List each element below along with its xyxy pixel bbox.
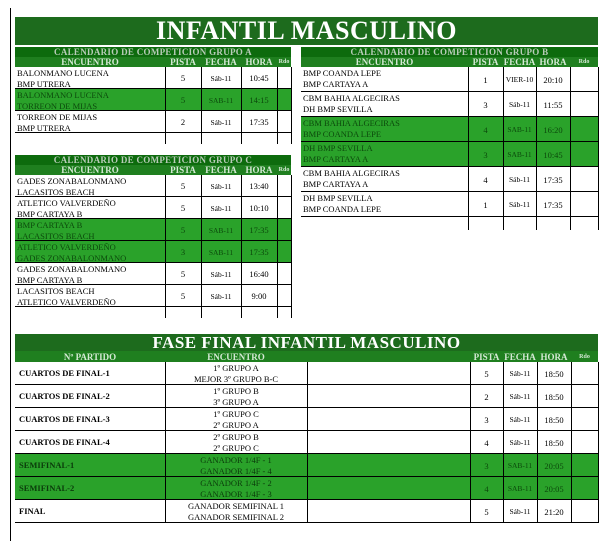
team-away: LACASITOS BEACH: [17, 231, 95, 241]
team-home: CBM BAHIA ALGECIRAS: [303, 93, 400, 103]
team-away: GANADOR 1/4F - 3: [200, 489, 272, 499]
match-row: [15, 175, 291, 197]
partido-name: SEMIFINAL-2: [19, 483, 75, 493]
group-c-header: [15, 165, 291, 175]
team-away: 2º GRUPO C: [213, 443, 259, 453]
col-encuentro: ENCUENTRO: [355, 57, 414, 67]
fecha-value: SAB-11: [208, 95, 234, 105]
team-away: BMP CARTAYA A: [303, 154, 369, 164]
page-title: INFANTIL MASCULINO: [15, 17, 598, 45]
pista-value: 5: [180, 73, 186, 83]
hora-value: 20:05: [544, 483, 564, 494]
fecha-value: Sáb-11: [509, 175, 530, 184]
group-c-title: CALENDARIO DE COMPETICION GRUPO C: [15, 155, 291, 165]
fecha-value: SAB-11: [507, 150, 532, 159]
pista-value: 2: [180, 117, 186, 127]
col-hora: HORA: [245, 165, 273, 175]
pista-value: 1: [483, 199, 488, 210]
fecha-value: Sáb-11: [210, 269, 232, 279]
match-row: [301, 192, 598, 217]
match-row: [301, 167, 598, 192]
hora-value: 13:40: [249, 181, 269, 191]
col-hora: HORA: [540, 351, 568, 362]
column-line: [503, 67, 504, 230]
match-row: [15, 241, 291, 263]
pista-value: 3: [483, 149, 488, 160]
pista-value: 5: [180, 95, 186, 105]
hora-value: 16:20: [543, 124, 563, 135]
match-row: [301, 117, 598, 142]
team-home: LACASITOS BEACH: [17, 286, 95, 296]
partido-name: CUARTOS DE FINAL-4: [19, 437, 110, 447]
team-away: BMP UTRERA: [17, 79, 71, 89]
match-row: [301, 67, 598, 92]
col-encuentro: ENCUENTRO: [207, 351, 265, 362]
col-fecha: FECHA: [503, 57, 536, 67]
team-home: BALONMANO LUCENA: [17, 68, 109, 78]
match-row: [301, 92, 598, 117]
pista-value: 5: [180, 269, 186, 279]
match-row: [15, 285, 291, 307]
team-home: GADES ZONABALONMANO: [17, 264, 127, 274]
final-header: [15, 351, 598, 362]
group-b-title: CALENDARIO DE COMPETICION GRUPO B: [301, 47, 598, 57]
team-away: BMP CARTAYA A: [303, 79, 369, 89]
column-line: [537, 362, 538, 523]
col-rdo: Rdo: [278, 59, 290, 65]
pista-value: 2: [484, 391, 489, 402]
col-pista: PISTA: [170, 165, 196, 175]
hora-value: 17:35: [249, 225, 269, 235]
column-line: [277, 175, 278, 318]
fecha-value: Sáb-11: [509, 369, 531, 378]
hora-value: 18:50: [544, 368, 564, 379]
column-line: [165, 67, 166, 144]
left-border: [10, 8, 11, 541]
col-fecha: FECHA: [205, 165, 237, 175]
team-away: BMP COANDA LEPE: [303, 204, 382, 214]
team-away: MEJOR 3º GRUPO B-C: [193, 374, 279, 384]
fecha-value: Sáb-11: [509, 507, 531, 516]
pista-value: 5: [484, 506, 489, 517]
match-row: [15, 89, 291, 111]
column-line: [201, 67, 202, 144]
hora-value: 14:15: [249, 95, 269, 105]
fecha-value: SAB-11: [208, 247, 234, 257]
col-rdo: Rdo: [579, 353, 590, 360]
column-line: [470, 362, 471, 523]
pista-value: 5: [484, 368, 489, 379]
team-away: 3º GRUPO A: [213, 397, 259, 407]
column-line: [201, 175, 202, 318]
partido-name: CUARTOS DE FINAL-2: [19, 391, 110, 401]
col-pista: PISTA: [472, 57, 499, 67]
team-away: BMP UTRERA: [17, 123, 71, 133]
team-home: BMP CARTAYA B: [17, 220, 83, 230]
col-pista: PISTA: [473, 351, 500, 362]
hora-value: 17:35: [249, 117, 269, 127]
team-away: GADES ZONABALONMANO: [17, 253, 127, 263]
column-line: [165, 175, 166, 318]
match-row: [301, 142, 598, 167]
match-row: [15, 111, 291, 133]
column-line: [536, 67, 537, 230]
team-home: GANADOR 1/4F - 2: [200, 478, 272, 488]
team-home: ATLETICO VALVERDEÑO: [17, 242, 116, 252]
team-home: BALONMANO LUCENA: [17, 90, 109, 100]
col-partido: Nº PARTIDO: [63, 351, 117, 362]
match-row: [15, 197, 291, 219]
column-line: [571, 362, 572, 523]
column-line: [503, 362, 504, 523]
pista-value: 3: [180, 247, 186, 257]
pista-value: 3: [484, 414, 489, 425]
col-fecha: FECHA: [205, 57, 237, 67]
column-line: [165, 362, 166, 523]
hora-value: 17:35: [249, 247, 269, 257]
hora-value: 20:05: [544, 460, 564, 471]
fecha-value: Sáb-11: [210, 291, 232, 301]
col-encuentro: ENCUENTRO: [61, 57, 119, 67]
team-home: GANADOR 1/4F - 1: [200, 455, 272, 465]
team-home: DH BMP SEVILLA: [303, 143, 373, 153]
pista-value: 5: [180, 291, 186, 301]
hora-value: 21:20: [544, 506, 564, 517]
fecha-value: Sáb-11: [509, 200, 530, 209]
fecha-value: Sáb-11: [509, 100, 530, 109]
team-away: BMP CARTAYA A: [303, 179, 369, 189]
team-away: BMP CARTAYA B: [17, 275, 83, 285]
team-home: CBM BAHIA ALGECIRAS: [303, 118, 400, 128]
team-home: 1º GRUPO B: [213, 386, 259, 396]
fecha-value: Sáb-11: [509, 438, 531, 447]
group-a-title: CALENDARIO DE COMPETICION GRUPO A: [15, 47, 291, 57]
fecha-value: Sáb-11: [210, 117, 232, 127]
pista-value: 4: [483, 174, 488, 185]
pista-value: 5: [180, 181, 186, 191]
team-home: CBM BAHIA ALGECIRAS: [303, 168, 400, 178]
team-away: ATLETICO VALVERDEÑO: [17, 297, 116, 307]
col-fecha: FECHA: [504, 351, 536, 362]
fecha-value: Sáb-11: [210, 203, 232, 213]
partido-name: CUARTOS DE FINAL-3: [19, 414, 110, 424]
fecha-value: Sáb-11: [210, 73, 232, 83]
pista-value: 3: [483, 99, 488, 110]
team-away: GANADOR 1/4F - 4: [200, 466, 272, 476]
fecha-value: SAB-11: [507, 461, 533, 470]
team-away: DH BMP SEVILLA: [303, 104, 373, 114]
column-line: [468, 67, 469, 230]
match-row: [15, 263, 291, 285]
partido-name: FINAL: [19, 506, 46, 516]
team-away: BMP COANDA LEPE: [303, 129, 382, 139]
pista-value: 5: [180, 203, 186, 213]
team-away: BMP CARTAYA B: [17, 209, 83, 219]
fecha-value: Sáb-11: [509, 415, 531, 424]
col-hora: HORA: [539, 57, 567, 67]
partido-name: SEMIFINAL-1: [19, 460, 75, 470]
hora-value: 20:10: [543, 74, 563, 85]
pista-value: 4: [483, 124, 488, 135]
team-home: 1º GRUPO C: [213, 409, 259, 419]
column-line: [598, 67, 599, 230]
fecha-value: VIER-10: [505, 75, 534, 84]
col-rdo: Rdo: [278, 167, 290, 173]
column-line: [307, 362, 308, 523]
pista-value: 4: [484, 483, 489, 494]
team-home: 2º GRUPO B: [213, 432, 259, 442]
hora-value: 17:35: [543, 174, 563, 185]
team-home: 1º GRUPO A: [213, 363, 259, 373]
team-home: GANADOR SEMIFINAL 1: [187, 501, 285, 511]
pista-value: 3: [484, 460, 489, 471]
hora-value: 16:40: [249, 269, 269, 279]
fecha-value: SAB-11: [208, 225, 234, 235]
group-a-header: [15, 57, 291, 67]
column-line: [570, 67, 571, 230]
col-rdo: Rdo: [578, 59, 590, 65]
column-line: [291, 175, 292, 318]
final-title: FASE FINAL INFANTIL MASCULINO: [15, 334, 598, 351]
fecha-value: SAB-11: [507, 125, 532, 134]
hora-value: 17:35: [543, 199, 563, 210]
column-line: [241, 175, 242, 318]
team-home: ATLETICO VALVERDEÑO: [17, 198, 116, 208]
hora-value: 11:55: [543, 99, 563, 110]
column-line: [598, 362, 599, 523]
hora-value: 10:45: [249, 73, 269, 83]
column-line: [277, 67, 278, 144]
column-line: [291, 67, 292, 144]
col-hora: HORA: [245, 57, 273, 67]
hora-value: 10:45: [543, 149, 563, 160]
team-home: DH BMP SEVILLA: [303, 193, 373, 203]
hora-value: 9:00: [251, 291, 267, 301]
pista-value: 4: [484, 437, 489, 448]
match-row: [15, 67, 291, 89]
column-line: [241, 67, 242, 144]
hora-value: 18:50: [544, 391, 564, 402]
pista-value: 5: [180, 225, 186, 235]
hora-value: 10:10: [249, 203, 269, 213]
group-b-header: [301, 57, 598, 67]
pista-value: 1: [483, 74, 488, 85]
team-away: 2º GRUPO A: [213, 420, 259, 430]
team-away: GANADOR SEMIFINAL 2: [187, 512, 285, 522]
fecha-value: Sáb-11: [509, 392, 531, 401]
fecha-value: Sáb-11: [210, 181, 232, 191]
team-away: LACASITOS BEACH: [17, 187, 95, 197]
fecha-value: SAB-11: [507, 484, 533, 493]
team-home: TORREON DE MIJAS: [17, 112, 98, 122]
team-away: TORREON DE MIJAS: [17, 101, 98, 111]
match-row: [15, 219, 291, 241]
team-home: BMP COANDA LEPE: [303, 68, 382, 78]
team-home: GADES ZONABALONMANO: [17, 176, 127, 186]
hora-value: 18:50: [544, 437, 564, 448]
col-encuentro: ENCUENTRO: [61, 165, 119, 175]
partido-name: CUARTOS DE FINAL-1: [19, 368, 110, 378]
hora-value: 18:50: [544, 414, 564, 425]
col-pista: PISTA: [170, 57, 196, 67]
